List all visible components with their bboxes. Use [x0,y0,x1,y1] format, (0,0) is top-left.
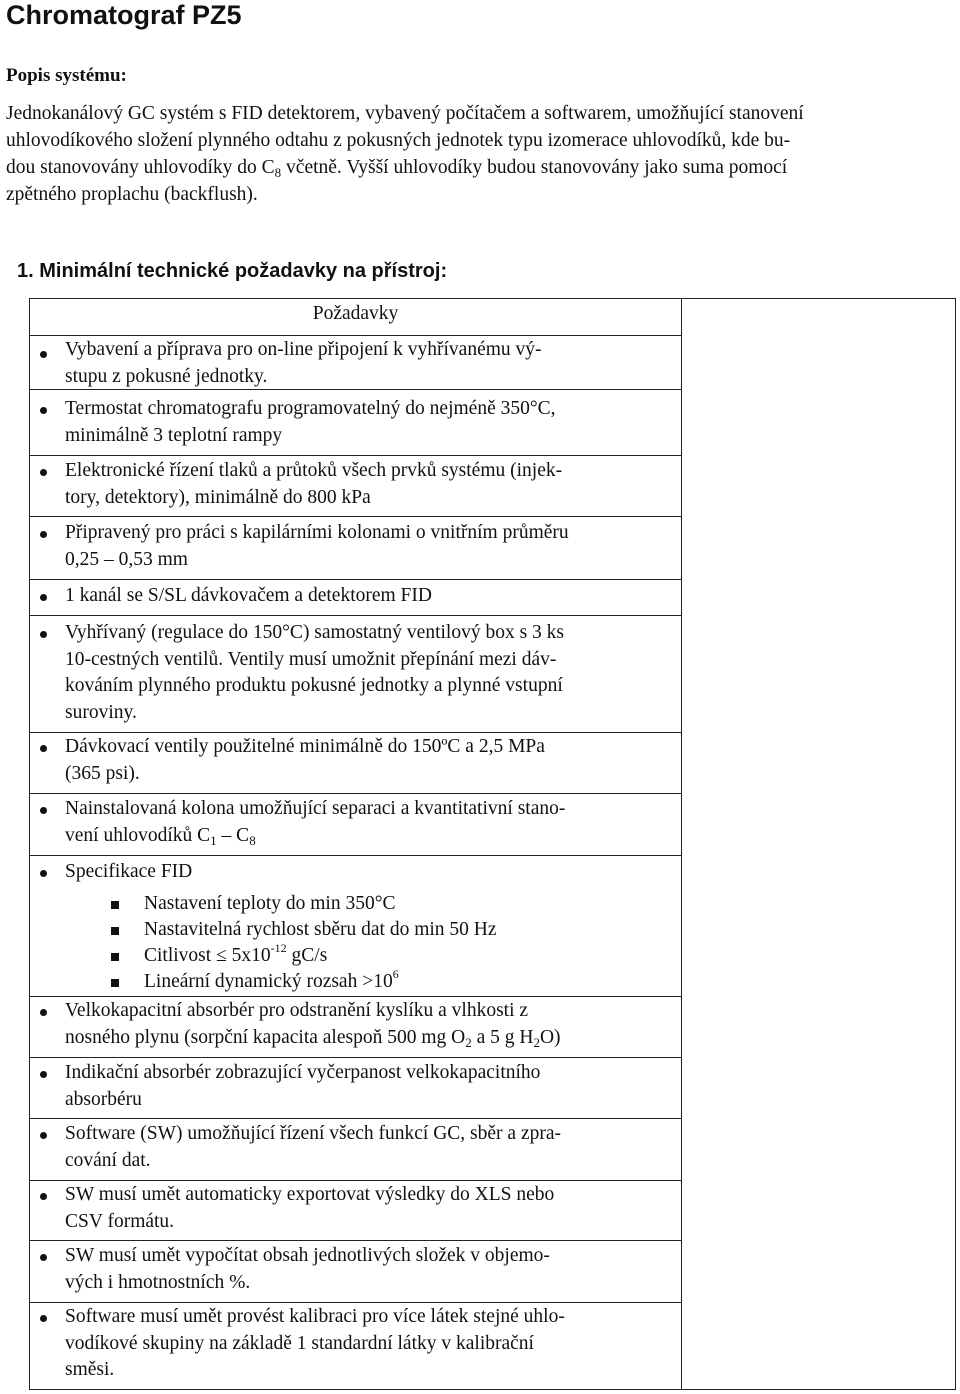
bullet-icon [40,1009,47,1016]
spec-text: gC/s [286,945,328,966]
intro-text: včetně. Vyšší uhlovodíky budou stanovovány jako suma pomocí [281,157,788,178]
section-heading: 1. Minimální technické požadavky na přístroj: [17,260,448,282]
requirement-item [65,1182,677,1235]
requirement-text: a 5 g H [471,1026,534,1048]
row-divider [30,1180,681,1181]
square-bullet-icon [111,901,119,909]
requirement-line: Velkokapacitní absorbér pro odstranění kyslíku a vlhkosti z [65,1000,529,1021]
requirement-line: Dávkovací ventily použitelné minimálně do 150ºC a 2,5 MPa [65,736,545,757]
requirement-line: suroviny. [65,701,137,723]
subscript: 2 [465,1034,472,1050]
bullet-icon [40,351,47,358]
requirement-line: absorbéru [65,1088,142,1110]
requirement-item [65,998,677,1052]
intro-line: zpětného proplachu (backflush). [6,184,258,205]
bullet-icon [40,1193,47,1200]
row-divider [30,1240,681,1241]
requirement-item [65,583,677,610]
requirement-line: Vybavení a příprava pro on-line připojení k vyhřívanému vý- [65,339,542,360]
requirement-line: SW musí umět vypočítat obsah jednotlivých složek v objemo- [65,1245,550,1266]
intro-line: uhlovodíkového složení plynného odtahu z pokusných jednotek typu izomerace uhlovodíků, kde bu- [6,130,791,151]
subscript: 8 [249,832,256,848]
bullet-icon [40,531,47,538]
row-divider [30,1057,681,1058]
row-divider [30,996,681,997]
requirement-item [65,520,677,573]
requirement-item [65,859,677,886]
requirement-item [65,1304,677,1384]
requirement-item [65,796,677,850]
bullet-icon [40,407,47,414]
system-description-heading: Popis systému: [6,65,127,86]
requirement-line: Indikační absorbér zobrazující vyčerpanost velkokapacitního [65,1062,541,1083]
row-divider [30,1118,681,1119]
requirement-line: Termostat chromatografu programovatelný do nejméně 350°C, [65,398,556,419]
requirement-line: směsi. [65,1359,115,1380]
bullet-icon [40,807,47,814]
superscript: -12 [270,941,287,955]
bullet-icon [40,1071,47,1078]
square-bullet-icon [111,953,119,961]
requirement-text: – C [216,824,250,846]
square-bullet-icon [111,979,119,987]
square-bullet-icon [111,927,119,935]
requirement-text: nosného plynu (sorpční kapacita alespoň 500 mg O [65,1026,466,1048]
bullet-icon [40,1132,47,1139]
requirements-table [29,298,956,1390]
requirement-item [65,1243,677,1296]
column-divider [681,299,682,1389]
intro-line: Jednokanálový GC systém s FID detektorem, vybavený počítačem a softwarem, umožňující stanovení [6,103,804,124]
row-divider [30,855,681,856]
superscript: 6 [392,967,399,981]
requirement-line: kováním plynného produktu pokusné jednotky a plynné vstupní [65,675,563,696]
requirement-line: Software (SW) umožňující řízení všech funkcí GC, sběr a zpra- [65,1123,561,1144]
intro-paragraph [6,100,951,208]
requirement-line [65,1025,677,1053]
bullet-icon [40,1315,47,1322]
row-divider [30,615,681,616]
row-divider [30,389,681,390]
requirement-text: vení uhlovodíků C [65,824,211,846]
row-divider [30,455,681,456]
subscript: 8 [274,165,282,180]
requirement-item [65,458,677,511]
row-divider [30,579,681,580]
requirement-line: 1 kanál se S/SL dávkovačem a detektorem FID [65,585,432,606]
bullet-icon [40,631,47,638]
requirement-line: Připravený pro práci s kapilárními kolonami o vnitřním průměru [65,522,569,543]
requirement-item [65,1121,677,1174]
requirement-item [65,734,677,787]
requirement-line: CSV formátu. [65,1210,175,1232]
requirement-line: Vyhřívaný (regulace do 150°C) samostatný ventilový box s 3 ks [65,622,565,643]
intro-text: dou stanovovány uhlovodíky do C [6,157,275,178]
requirement-line: minimálně 3 teplotní rampy [65,424,283,446]
requirement-line: Specifikace FID [65,861,193,882]
requirement-line: vých i hmotnostních %. [65,1271,251,1293]
bullet-icon [40,870,47,877]
document-title: Chromatograf PZ5 [6,0,242,30]
fid-spec-item [144,969,399,996]
requirement-line: 10-cestných ventilů. Ventily musí umožnit přepínání mezi dáv- [65,648,557,670]
subscript: 1 [210,832,217,848]
requirement-line: Nainstalovaná kolona umožňující separaci a kvantitativní stano- [65,798,566,819]
fid-spec-item [144,943,327,970]
requirement-line: SW musí umět automaticky exportovat výsledky do XLS nebo [65,1184,555,1205]
bullet-icon [40,594,47,601]
requirement-item [65,1060,677,1113]
requirement-item [65,337,677,390]
requirement-line: stupu z pokusné jednotky. [65,365,268,387]
intro-line [6,154,951,181]
subscript: 2 [533,1034,540,1050]
requirement-line: vodíkové skupiny na základě 1 standardní látky v kalibrační [65,1332,534,1354]
requirement-line: (365 psi). [65,762,140,784]
requirement-line: Elektronické řízení tlaků a průtoků všech prvků systému (injek- [65,460,563,481]
row-divider [30,732,681,733]
row-divider [30,793,681,794]
spec-text: Citlivost ≤ 5x10 [144,945,271,966]
bullet-icon [40,469,47,476]
row-divider [30,1302,681,1303]
row-divider [30,516,681,517]
bullet-icon [40,745,47,752]
requirement-line: Software musí umět provést kalibraci pro více látek stejné uhlo- [65,1306,565,1327]
fid-spec-item: Nastavení teploty do min 350°C [144,893,396,914]
requirement-line: cování dat. [65,1149,151,1171]
requirement-line: tory, detektory), minimálně do 800 kPa [65,486,371,508]
requirement-item [65,396,677,449]
requirement-line: 0,25 – 0,53 mm [65,548,188,570]
requirement-line [65,823,677,851]
bullet-icon [40,1254,47,1261]
spec-text: Lineární dynamický rozsah >10 [144,971,393,992]
requirement-item [65,620,677,726]
fid-spec-item: Nastavitelná rychlost sběru dat do min 50 Hz [144,919,497,940]
table-header: Požadavky [30,299,681,336]
requirement-text: O) [539,1026,561,1048]
